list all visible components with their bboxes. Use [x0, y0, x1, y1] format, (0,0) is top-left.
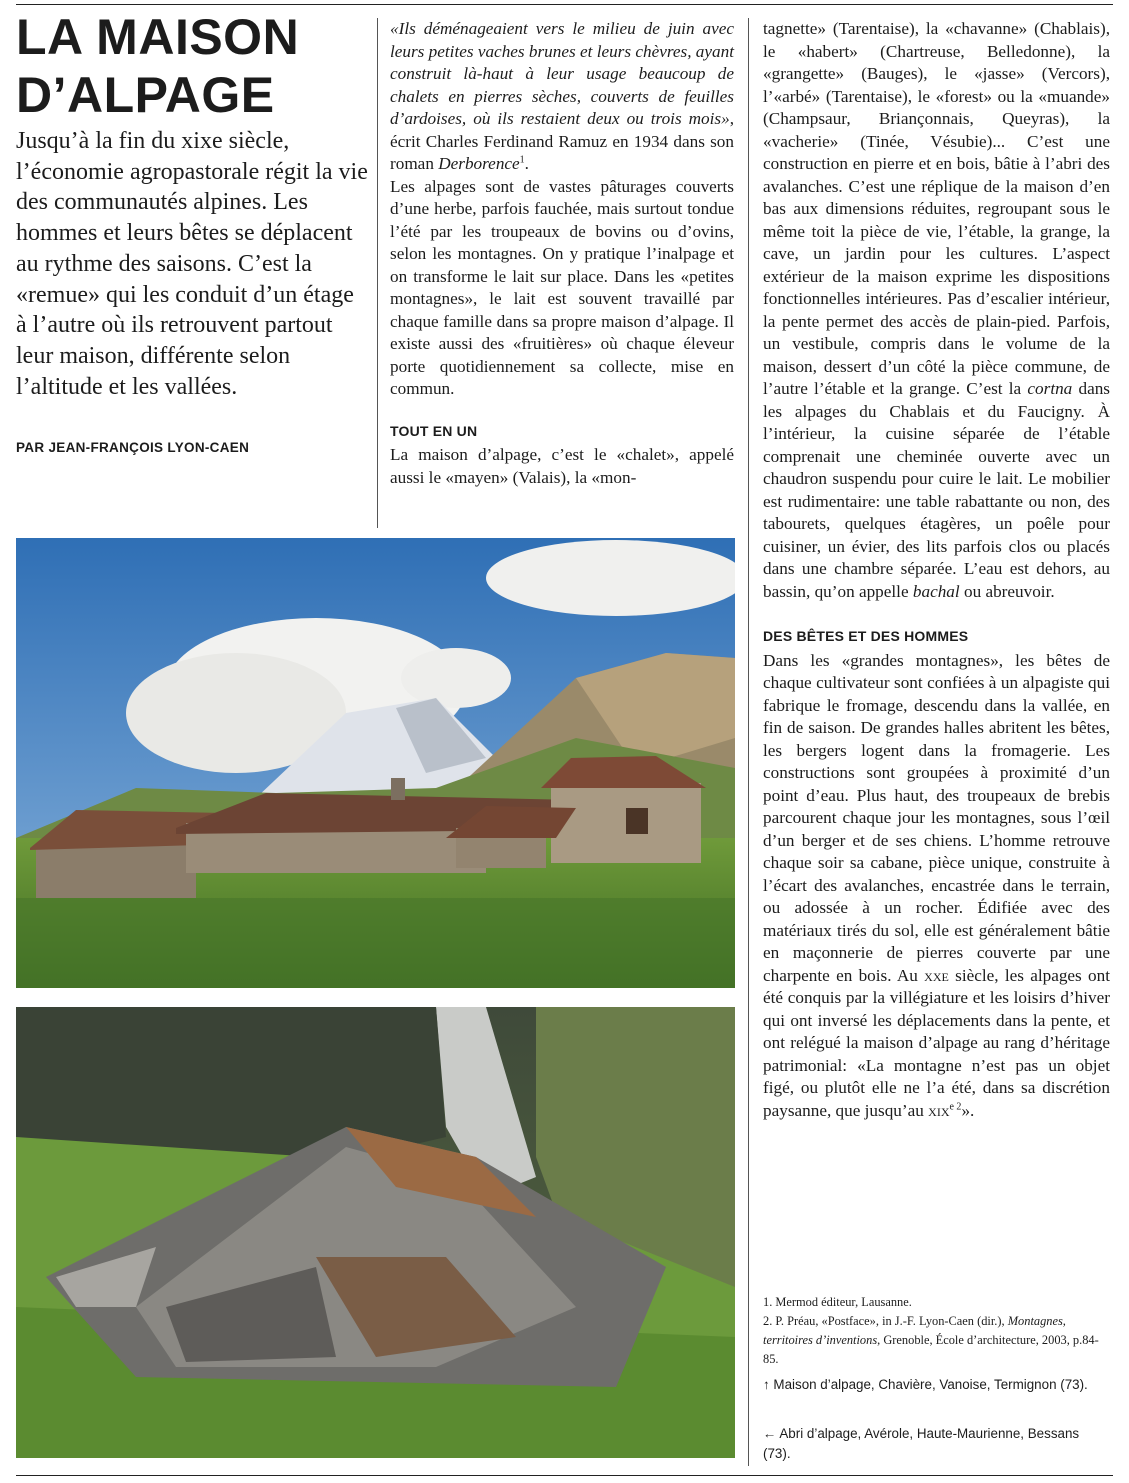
grandes-montagnes-paragraph: Dans les «grandes montagnes», les bêtes de chaque cultivateur sont confiées à un alpagiste qui fabrique le fromage, descendu dans la vallée, en fin de saison. De grandes halles abritent les bêtes, les bergers logent dans la fromagerie. Les constructions sont groupées à proximité d’un point d’eau. Plus haut, des troupeaux de brebis parcourent chaque jour les montagnes, sous l’œil d’un berger et de ses chiens. L’homme retrouve chaque soir sa cabane, pièce unique, construite à l’écart des avalanches, encastrée dans le terrain, ou adossée à un rocher. Édifiée avec des matériaux tirés du sol, elle est généralement bâtie en maçonnerie de pierres couverte par une charpente en bois. Au [763, 650, 1110, 985]
alpages-paragraph: Les alpages sont de vastes pâturages couverts d’une herbe, parfois fauchée, mais surtout tondue l’été par les troupeaux de bovins ou d’ovins, selon les montagnes. On y pratique l’inalpage et on transforme le lait sur place. Dans les «petites montagnes», le lait est souvent travaillé par chaque famille dans sa propre maison d’alpage. Il existe aussi des «fruitières» où chaque éleveur porte quotidiennement sa collecte, mise en commun. [390, 176, 734, 398]
caption-photo-1: ↑ Maison d’alpage, Chavière, Vanoise, Termignon (73). [763, 1377, 1088, 1392]
tout-en-un-paragraph: La maison d’alpage, c’est le «chalet», appelé aussi le «mayen» (Valais), la «mon- [390, 445, 734, 487]
book-title: Derborence [438, 154, 520, 173]
caption-photo-2: ← Abri d’alpage, Avérole, Haute-Maurienne, Bessans (73). [763, 1426, 1080, 1461]
term-bachal: bachal [912, 581, 960, 601]
section-heading-tout-en-un: TOUT EN UN [390, 422, 478, 439]
interior-paragraph: dans les alpages du Chablais et du Faucigny. À l’intérieur, la cuisine séparée de l’étable comprenait une cheminée ouverte avec un chaudron suspendu pour cuire le lait. Le mobilier est rudimentaire: une table rabattante ou non, des tabourets, quelques étagères, un poêle pour cuisiner, un évier, des lits parfois clos ou placés dans une chambre séparée. L’eau est dehors, au bassin, qu’on appelle [763, 379, 1110, 601]
quote-attribution: , écrit Charles Ferdinand Ramuz en 1934 dans son roman [390, 109, 734, 173]
water-sentence: ou abreuvoir. [959, 581, 1055, 601]
century-xix: xix [928, 1100, 950, 1120]
footnote-1: 1. Mermod éditeur, Lausanne. [763, 1295, 912, 1309]
paragraph-end: siècle, les alpages ont été conquis par la villégiature et les loisirs d’hiver qui ont inversé les déplacements dans la pente, et ont relégué la maison d’alpage au rang d’héritage patrimonial: «La montagne n’est pas un objet figé, ou plutôt elle ne l’a été, dans sa discrétion paysanne, que jusqu’au [763, 965, 1110, 1120]
column-divider-1 [377, 18, 378, 528]
chalet-names-paragraph: tagnette» (Tarentaise), la «chavanne» (Chablais), le «habert» (Chartreuse, Belledonne), la «grangette» (Bauges), le «jasse» (Vercors), l’«arbé» (Tarentaise), le «forest» ou la «muande» (Champsaur, Briançonnais, Queyras), la «vacherie» (Tinée, Vésubie)... C’est une construction en pierre et en bois, bâtie à l’abri des avalanches. C’est une réplique de la maison d’en bas aux dimensions réduites, regroupant sous le même toit la pièce de vie, l’étable, la grange, la cave, un jardin pour les cultures. L’aspect extérieur de la maison exprime les dispositions fonctionnelles intérieures. Pas d’escalier intérieur, la pente permet des accès de plain-pied. Parfois, un vestibule, compris dans le volume de la maison, dessert d’un côté la pièce commune, de l’autre l’étable et la grange. C’est la [763, 19, 1110, 398]
term-cortna: cortna [1027, 379, 1073, 398]
title-line-1: LA MAISON [16, 9, 300, 65]
footnote-ref-2: e 2 [949, 1100, 962, 1112]
footnote-2: 2. P. Préau, «Postface», in J.-F. Lyon-Caen (dir.), Montagnes, territoires d’inventions, Grenoble, École d’architecture, 2003, p.84-85. [763, 1314, 1099, 1366]
byline: PAR JEAN-FRANÇOIS LYON-CAEN [16, 440, 250, 455]
photo-abri-alpage-averole [16, 1007, 735, 1458]
footnote-ref-1: 1 [519, 154, 525, 166]
column-divider-2 [748, 18, 749, 1466]
quote-end: . [524, 154, 529, 173]
section-heading-betes-hommes: DES BÊTES ET DES HOMMES [763, 628, 969, 644]
article-title [16, 8, 356, 124]
century-xx: xxe [924, 965, 949, 985]
intro-paragraph: Jusqu’à la fin du xixe siècle, l’économie agropastorale régit la vie des communautés alpines. Les hommes et leurs bêtes se déplacent au rythme des saisons. C’est la «remue» qui les conduit d’un étage à l’autre où ils retrouvent partout leur maison, différente selon l’altitude et les vallées. [16, 128, 368, 400]
text-column-3 [763, 18, 1110, 1122]
title-line-2: D’ALPAGE [16, 67, 275, 123]
footnotes [763, 1293, 1108, 1369]
ramuz-quote: «Ils déménageaient vers le milieu de juin avec leurs petites vaches brunes et leurs chèvres, ayant construit là-haut à leur usage beaucoup de chalets en pierres sèches, couverts de feuilles d’ardoises, où ils restaient deux ou trois mois» [390, 19, 734, 128]
quote-close: ». [961, 1100, 975, 1120]
text-column-2 [390, 18, 734, 489]
photo-maison-alpage-chaviere [16, 538, 735, 988]
bottom-rule [16, 1475, 1113, 1476]
top-rule [16, 4, 1113, 5]
